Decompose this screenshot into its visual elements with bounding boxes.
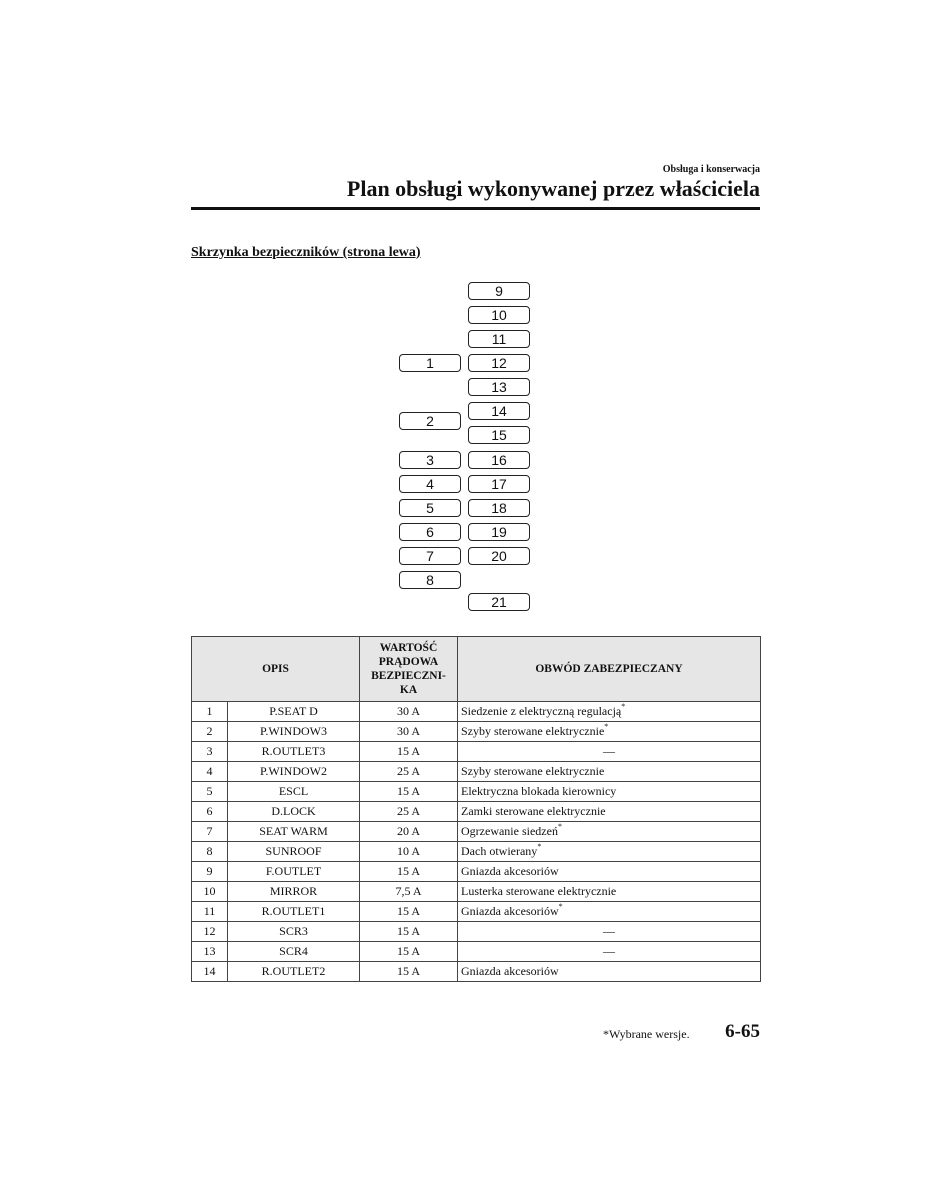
fuse-number-cell: 3 [192,742,228,762]
fuse-name-cell: R.OUTLET3 [228,742,360,762]
fuse-name-cell: SCR4 [228,942,360,962]
fuse-slot: 15 [468,426,530,444]
header-obwod: OBWÓD ZABEZPIECZANY [458,637,761,702]
table-row [192,842,761,862]
circuit-cell [458,882,761,902]
fuse-number-cell: 6 [192,802,228,822]
fuse-slot: 1 [399,354,461,372]
fuse-slot: 16 [468,451,530,469]
fuse-name-cell: SCR3 [228,922,360,942]
fuse-amperage-cell: 20 A [360,822,458,842]
fuse-slot: 8 [399,571,461,589]
fuse-amperage-cell: 30 A [360,722,458,742]
fuse-amperage-cell: 7,5 A [360,882,458,902]
fuse-number-cell: 7 [192,822,228,842]
header-wartosc [360,637,458,702]
circuit-cell [458,942,761,962]
footnote-marker: * [621,702,626,711]
fuse-slot: 12 [468,354,530,372]
header-wartosc-line: PRĄDOWA [378,656,439,668]
footnote: *Wybrane wersje. [603,1027,690,1041]
fuse-slot: 3 [399,451,461,469]
circuit-cell [458,862,761,882]
table-header-row [192,637,761,702]
fuse-amperage-cell: 10 A [360,842,458,862]
header-opis: OPIS [192,637,360,702]
fuse-name-cell: ESCL [228,782,360,802]
fuse-amperage-cell: 25 A [360,802,458,822]
fuse-number-cell: 12 [192,922,228,942]
table-row [192,802,761,822]
circuit-text: — [603,944,615,958]
circuit-text: Elektryczna blokada kierownicy [461,784,617,798]
table-row [192,902,761,922]
fuse-amperage-cell: 15 A [360,862,458,882]
circuit-cell [458,922,761,942]
fuse-amperage-cell: 15 A [360,922,458,942]
fuse-number-cell: 9 [192,862,228,882]
circuit-text: — [603,924,615,938]
fuse-amperage-cell: 15 A [360,742,458,762]
fuse-slot: 7 [399,547,461,565]
fuse-number-cell: 13 [192,942,228,962]
page-number: 6-65 [725,1021,760,1042]
circuit-text: Gniazda akcesoriów [461,904,559,918]
fuse-amperage-cell: 15 A [360,782,458,802]
fuse-name-cell: MIRROR [228,882,360,902]
footnote-marker: * [604,722,609,731]
table-row [192,782,761,802]
table-row [192,822,761,842]
circuit-text: Gniazda akcesoriów [461,964,559,978]
fuse-slot: 9 [468,282,530,300]
fuse-name-cell: P.WINDOW2 [228,762,360,782]
fuse-name-cell: D.LOCK [228,802,360,822]
fuse-name-cell: P.SEAT D [228,702,360,722]
circuit-cell [458,702,761,722]
table-row [192,762,761,782]
fuse-amperage-cell: 15 A [360,962,458,982]
circuit-text: Ogrzewanie siedzeń [461,824,558,838]
fuse-slot: 19 [468,523,530,541]
fuse-slot: 4 [399,475,461,493]
header-wartosc-line: WARTOŚĆ [379,642,438,654]
circuit-text: Siedzenie z elektryczną regulacją [461,704,622,718]
fuse-slot: 2 [399,412,461,430]
fuse-number-cell: 4 [192,762,228,782]
fuse-name-cell: SUNROOF [228,842,360,862]
title-rule [191,207,760,210]
circuit-cell [458,902,761,922]
circuit-text: Szyby sterowane elektrycznie [461,724,605,738]
circuit-cell [458,722,761,742]
fuse-slot: 6 [399,523,461,541]
fuse-name-cell: R.OUTLET2 [228,962,360,982]
fuse-name-cell: R.OUTLET1 [228,902,360,922]
circuit-text: Zamki sterowane elektrycznie [461,804,606,818]
table-row [192,962,761,982]
table-row [192,702,761,722]
table-row [192,942,761,962]
fuse-name-cell: F.OUTLET [228,862,360,882]
header-wartosc-line: BEZPIECZNI- [371,670,446,682]
fuse-slot: 20 [468,547,530,565]
table-row [192,882,761,902]
table-row [192,862,761,882]
fuse-number-cell: 14 [192,962,228,982]
circuit-cell [458,802,761,822]
fuse-slot: 11 [468,330,530,348]
fuse-slot: 10 [468,306,530,324]
fuse-name-cell: SEAT WARM [228,822,360,842]
fuse-number-cell: 1 [192,702,228,722]
fuse-amperage-cell: 25 A [360,762,458,782]
section-label: Obsługa i konserwacja [662,164,760,175]
circuit-cell [458,742,761,762]
fuse-number-cell: 11 [192,902,228,922]
header-wartosc-line: KA [399,684,418,696]
circuit-cell [458,842,761,862]
footnote-marker: * [537,842,542,851]
circuit-text: Szyby sterowane elektrycznie [461,764,605,778]
fuse-amperage-cell: 15 A [360,902,458,922]
fuse-slot: 13 [468,378,530,396]
fuse-number-cell: 10 [192,882,228,902]
fuse-slot: 18 [468,499,530,517]
fuse-table [191,636,761,982]
footnote-marker: * [558,902,563,911]
circuit-text: Dach otwierany [461,844,538,858]
fuse-number-cell: 2 [192,722,228,742]
circuit-text: Lusterka sterowane elektrycznie [461,884,617,898]
sub-heading: Skrzynka bezpieczników (strona lewa) [191,245,421,260]
table-row [192,922,761,942]
page-title: Plan obsługi wykonywanej przez właściciela [346,176,760,201]
circuit-cell [458,822,761,842]
table-row [192,722,761,742]
fuse-amperage-cell: 15 A [360,942,458,962]
table-row [192,742,761,762]
circuit-cell [458,762,761,782]
fuse-slot: 17 [468,475,530,493]
footnote-marker: * [557,822,562,831]
fuse-number-cell: 8 [192,842,228,862]
fuse-amperage-cell: 30 A [360,702,458,722]
fuse-slot: 14 [468,402,530,420]
fuse-slot: 21 [468,593,530,611]
fuse-slot: 5 [399,499,461,517]
circuit-cell [458,782,761,802]
circuit-text: Gniazda akcesoriów [461,864,559,878]
fuse-number-cell: 5 [192,782,228,802]
circuit-cell [458,962,761,982]
circuit-text: — [603,744,615,758]
fuse-name-cell: P.WINDOW3 [228,722,360,742]
